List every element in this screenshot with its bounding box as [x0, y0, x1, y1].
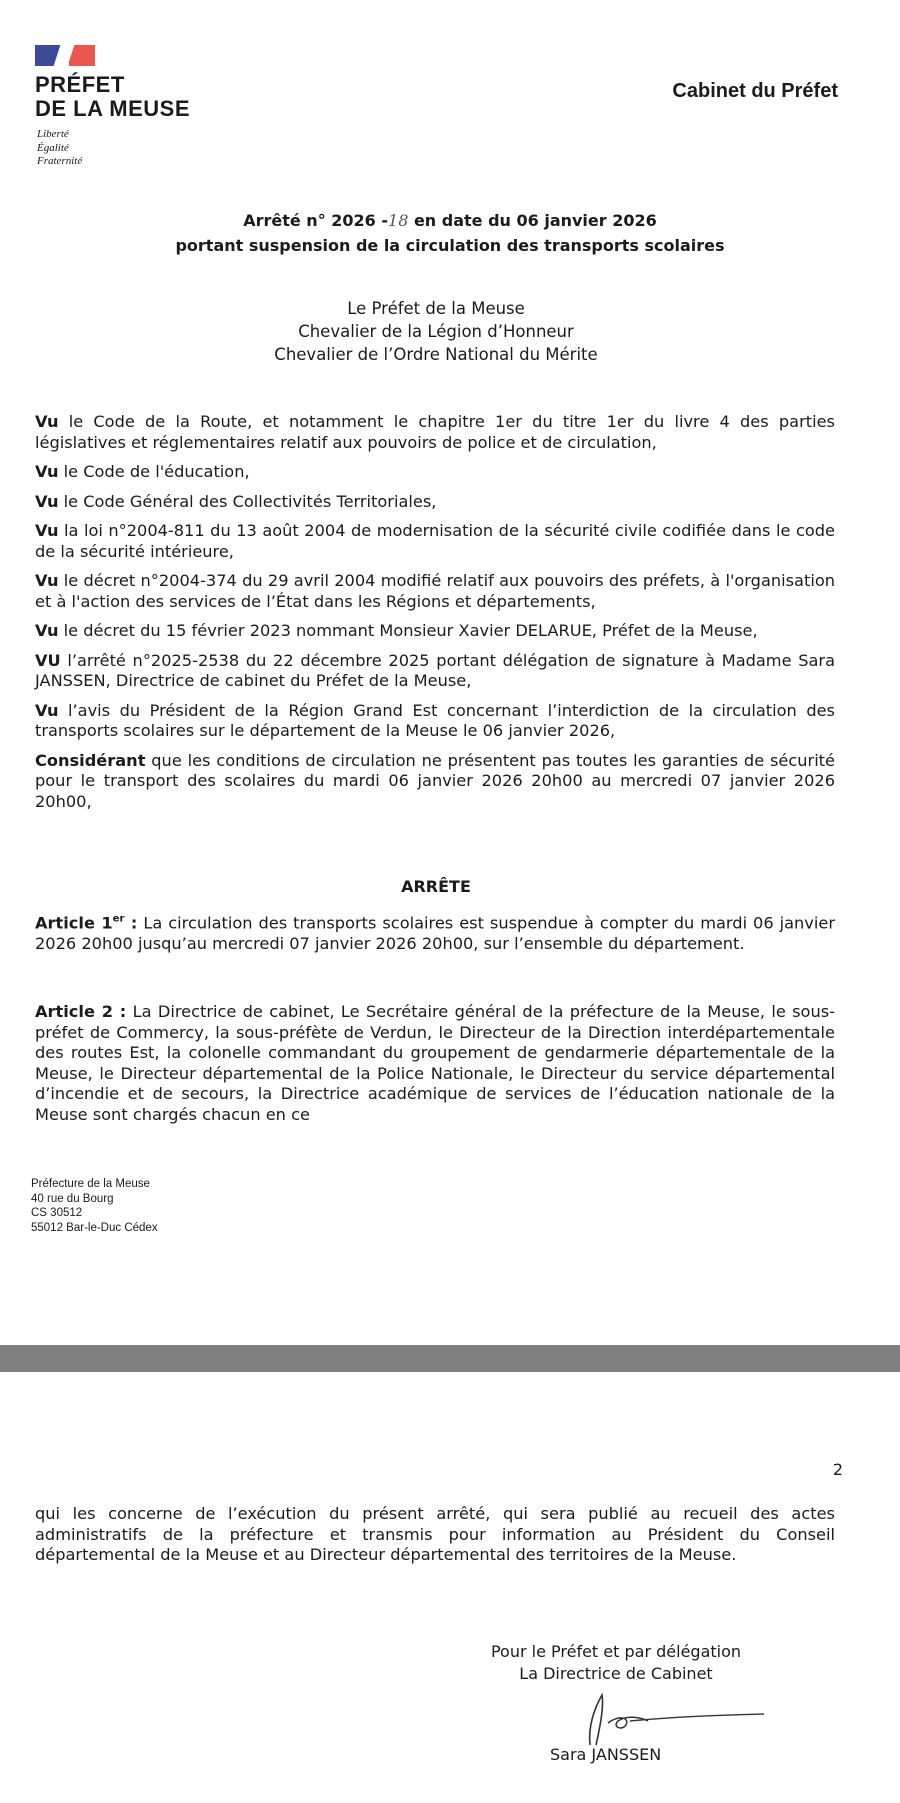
visa-paragraph: Vu le décret n°2004-374 du 29 avril 2004 modifié relatif aux pouvoirs des préfets, à l'organisation et à l'action des services de l’État dans les Régions et départements,: [35, 571, 835, 611]
handwritten-signature: [560, 1687, 770, 1747]
article-2: Article 2 : La Directrice de cabinet, Le Secrétaire général de la préfecture de la Meuse, le sous-préfet de Commercy, la sous-préfète de Verdun, le Directeur de la Direction interdépartementale des routes Est, la colonelle commandant du groupement de gendarmerie départementale de la Meuse, le Directeur départemental de la Police Nationale, le Directeur du service départemental d’incendie et de secours, la Directrice académique de services de l’éducation nationale de la Meuse sont chargés chacun en ce: [35, 1002, 835, 1124]
decree-date: en date du 06 janvier 2026: [408, 211, 657, 230]
authority-line-1: Le Préfet de la Meuse: [347, 299, 525, 318]
signature-title-line: La Directrice de Cabinet: [519, 1664, 713, 1683]
decree-number-handwritten: 18: [388, 211, 409, 230]
article-1: Article 1er : La circulation des transports scolaires est suspendue à compter du mardi 06 janvier 2026 20h00 jusqu’au mercredi 07 janvier 2026 20h00, sur l’ensemble du département.: [35, 913, 835, 953]
document-page-2: [0, 1372, 900, 1803]
visa-paragraph: Vu la loi n°2004-811 du 13 août 2004 de modernisation de la sécurité civile codifiée dans le code de la sécurité intérieure,: [35, 521, 835, 561]
address-line: 55012 Bar-le-Duc Cédex: [31, 1221, 158, 1234]
visa-paragraph: Vu le Code de la Route, et notamment le chapitre 1er du titre 1er du livre 4 des parties législatives et réglementaires relatif aux pouvoirs de police et de circulation,: [35, 412, 835, 452]
logo-line-2: DE LA MEUSE: [35, 96, 191, 121]
visa-paragraph: Vu le Code Général des Collectivités Territoriales,: [35, 491, 437, 511]
logo-line-1: PRÉFET: [35, 72, 125, 97]
authority-line-2: Chevalier de la Légion d’Honneur: [298, 322, 574, 341]
decree-title: [0, 208, 900, 258]
motto-liberte: Liberté: [37, 128, 69, 140]
address-line: Préfecture de la Meuse: [31, 1178, 150, 1190]
visa-paragraph: Vu le décret du 15 février 2023 nommant Monsieur Xavier DELARUE, Préfet de la Meuse,: [35, 621, 758, 640]
signatory-name: Sara JANSSEN: [550, 1745, 662, 1764]
visa-paragraph: VU l’arrêté n°2025-2538 du 22 décembre 2025 portant délégation de signature à Madame Sara JANSSEN, Directrice de cabinet du Préfet de la Meuse,: [35, 650, 835, 690]
considerant-paragraph: Considérant que les conditions de circulation ne présentent pas toutes les garanties de sécurité pour le transport des scolaires du mardi 06 janvier 2026 20h00 au mercredi 07 janvier 2026 20h00,: [35, 750, 835, 811]
visa-paragraph: Vu le Code de l'éducation,: [35, 462, 250, 481]
signature-block: [478, 1641, 754, 1685]
motto-fraternite: Fraternité: [37, 155, 83, 167]
visas-section: [35, 412, 835, 821]
article-2-continuation: qui les concerne de l’exécution du présent arrêté, qui sera publié au recueil des actes administratifs de la préfecture et transmis pour information au Président du Conseil départemental de la Meuse et au Directeur départemental des territoires de la Meuse.: [35, 1504, 835, 1564]
arrete-heading: ARRÊTE: [401, 877, 471, 896]
page-separator: [0, 1345, 900, 1372]
prefecture-logo-text: [35, 73, 190, 121]
address-line: CS 30512: [31, 1207, 83, 1219]
prefecture-address: [31, 1177, 158, 1235]
visa-paragraph: Vu l’avis du Président de la Région Grand Est concernant l’interdiction de la circulation des transports scolaires sur le département de la Meuse le 06 janvier 2026,: [35, 700, 835, 740]
page-number: 2: [832, 1460, 843, 1479]
motto-egalite: Égalité: [37, 141, 69, 154]
authority-line-3: Chevalier de l’Ordre National du Mérite: [274, 345, 598, 364]
republic-flag-logo: [35, 45, 95, 66]
signature-delegation-line: Pour le Préfet et par délégation: [490, 1642, 742, 1661]
decree-subject: portant suspension de la circulation des transports scolaires: [175, 236, 725, 255]
republic-motto: [37, 128, 82, 169]
decree-title-prefix: Arrêté n° 2026 -: [243, 211, 389, 230]
authority-block: [0, 297, 872, 366]
service-name: Cabinet du Préfet: [672, 80, 838, 102]
address-line: 40 rue du Bourg: [31, 1192, 114, 1205]
